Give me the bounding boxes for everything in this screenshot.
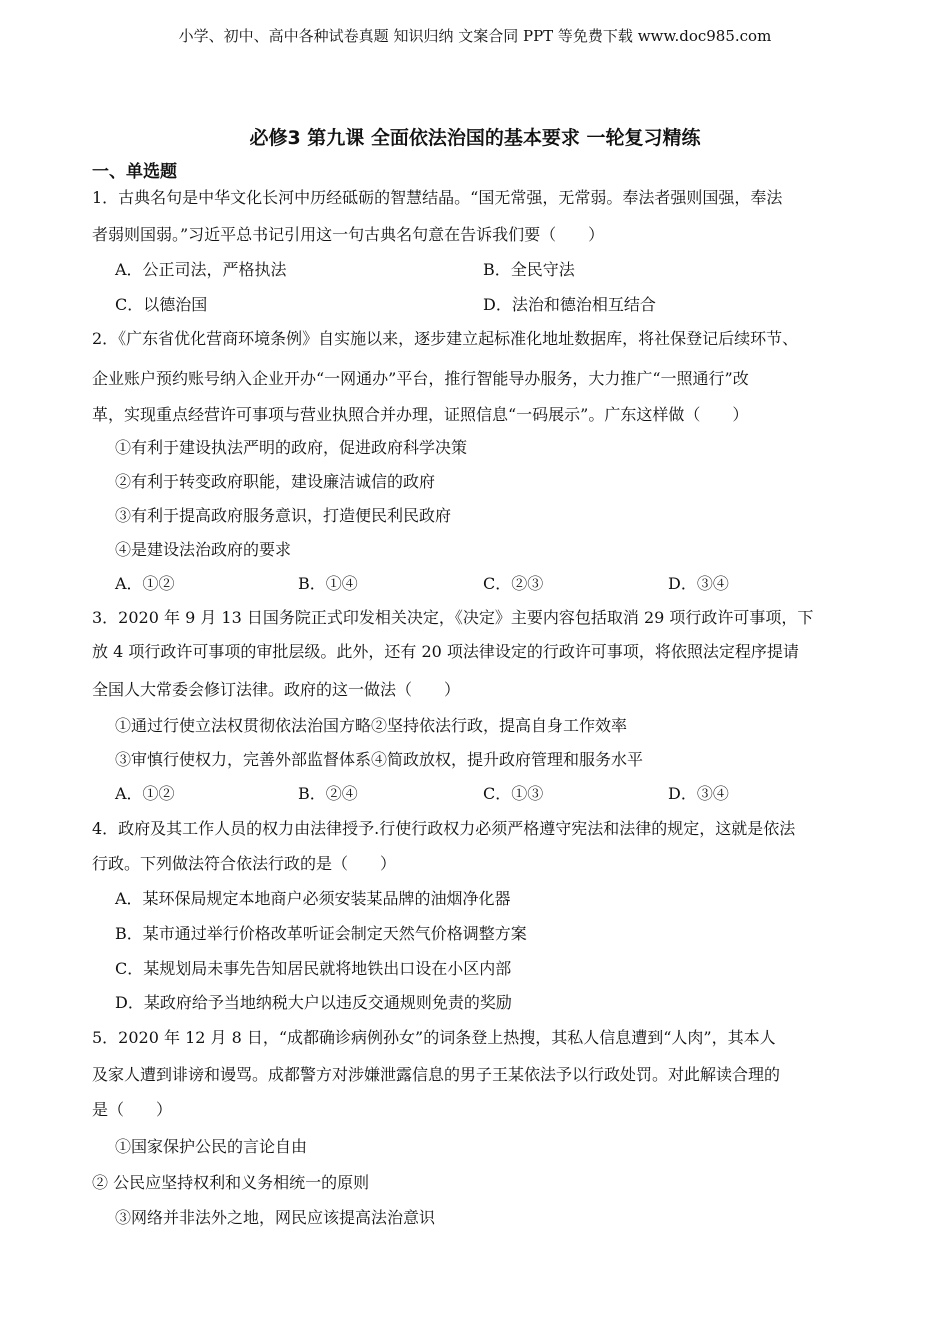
q2-option-a: A．①②	[115, 574, 175, 593]
q2-statement: ③有利于提高政府服务意识，打造便民利民政府	[115, 506, 452, 525]
question-5-text: 及家人遭到诽谤和谩骂。成都警方对涉嫌泄露信息的男子王某依法予以行政处罚。对此解读合理的	[92, 1065, 781, 1084]
question-4-text: 行政。下列做法符合依法行政的是（ ）	[92, 854, 397, 873]
q2-statement: ②有利于转变政府职能，建设廉洁诚信的政府	[115, 472, 436, 491]
q3-option-a: A．①②	[115, 784, 175, 803]
q3-option-c: C．①③	[483, 784, 544, 803]
q2-statement: ①有利于建设执法严明的政府，促进政府科学决策	[115, 438, 468, 457]
q2-statement: ④是建设法治政府的要求	[115, 540, 292, 559]
q4-option-b: B．某市通过举行价格改革听证会制定天然气价格调整方案	[115, 924, 527, 943]
question-2-text: 企业账户预约账号纳入企业开办“一网通办”平台，推行智能导办服务，大力推广“一照通行”改	[92, 369, 749, 388]
page-header: 小学、初中、高中各种试卷真题 知识归纳 文案合同 PPT 等免费下载 www.doc985.com	[178, 27, 772, 45]
q3-statement: ③审慎行使权力，完善外部监督体系④简政放权，提升政府管理和服务水平	[115, 750, 644, 769]
question-2-text: 革，实现重点经营许可事项与营业执照合并办理，证照信息“一码展示”。广东这样做（ ）	[92, 405, 749, 424]
q3-option-d: D．③④	[668, 784, 729, 803]
question-3-text: 3．2020 年 9 月 13 日国务院正式印发相关决定，《决定》主要内容包括取消 29 项行政许可事项，下	[92, 608, 814, 627]
question-5-text: 是（ ）	[92, 1100, 173, 1119]
question-3-text: 放 4 项行政许可事项的审批层级。此外，还有 20 项法律设定的行政许可事项，将依照法定程序提请	[92, 642, 799, 661]
q4-option-d: D．某政府给予当地纳税大户以违反交通规则免责的奖励	[115, 993, 512, 1012]
q3-option-b: B．②④	[298, 784, 358, 803]
section-heading: 一、单选题	[92, 162, 177, 182]
q2-option-d: D．③④	[668, 574, 729, 593]
question-1-text: 1．古典名句是中华文化长河中历经砥砺的智慧结晶。“国无常强，无常弱。奉法者强则国强，奉法	[92, 188, 783, 207]
document-title: 必修3 第九课 全面依法治国的基本要求 一轮复习精练	[249, 127, 701, 149]
q4-option-c: C．某规划局未事先告知居民就将地铁出口设在小区内部	[115, 959, 512, 978]
q1-option-b: B．全民守法	[483, 260, 575, 279]
question-5-text: 5．2020 年 12 月 8 日，“成都确诊病例孙女”的词条登上热搜，其私人信息遭到“人肉”，其本人	[92, 1028, 776, 1047]
question-4-text: 4．政府及其工作人员的权力由法律授予.行使行政权力必须严格遵守宪法和法律的规定，这就是依法	[92, 819, 796, 838]
q5-statement: ③网络并非法外之地，网民应该提高法治意识	[115, 1208, 436, 1227]
q2-option-c: C．②③	[483, 574, 544, 593]
q1-option-c: C．以德治国	[115, 295, 208, 314]
q3-statement: ①通过行使立法权贯彻依法治国方略②坚持依法行政，提高自身工作效率	[115, 716, 628, 735]
q1-option-a: A．公正司法，严格执法	[115, 260, 287, 279]
q2-option-b: B．①④	[298, 574, 358, 593]
q5-statement: ② 公民应坚持权利和义务相统一的原则	[92, 1173, 370, 1192]
q5-statement: ①国家保护公民的言论自由	[115, 1137, 308, 1156]
q4-option-a: A．某环保局规定本地商户必须安装某品牌的油烟净化器	[115, 889, 511, 908]
question-1-text: 者弱则国弱。”习近平总书记引用这一句古典名句意在告诉我们要（ ）	[92, 225, 605, 244]
q1-option-d: D．法治和德治相互结合	[483, 295, 656, 314]
question-2-text: 2．《广东省优化营商环境条例》自实施以来，逐步建立起标准化地址数据库，将社保登记后续环节、	[92, 329, 799, 348]
question-3-text: 全国人大常委会修订法律。政府的这一做法（ ）	[92, 680, 461, 699]
